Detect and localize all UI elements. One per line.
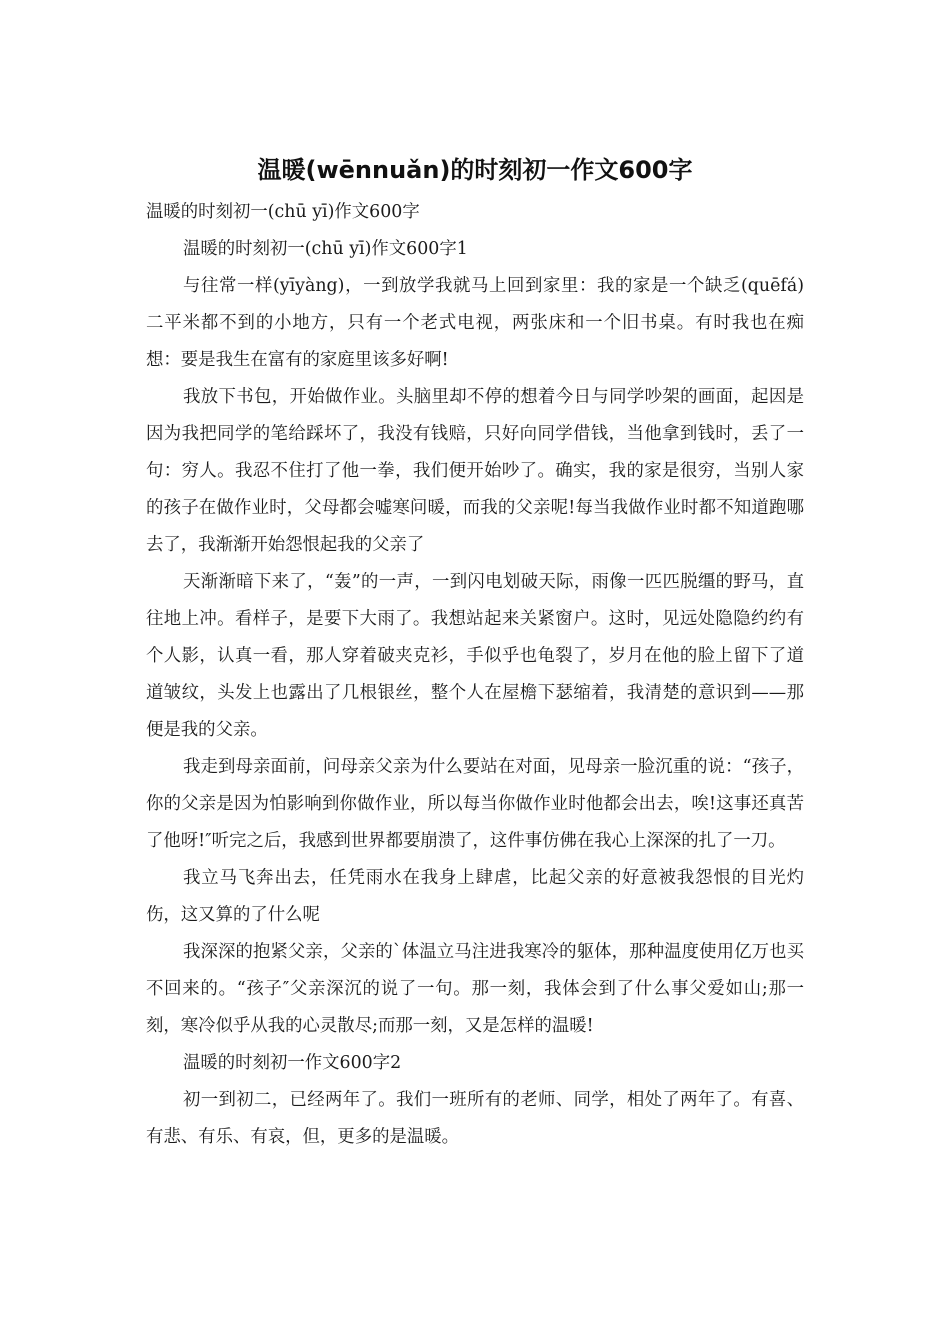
paragraph-section-heading-2: 温暖的时刻初一作文600字2: [183, 1053, 402, 1073]
paragraph: 天渐渐暗下来了，“轰”的一声，一到闪电划破天际，雨像一匹匹脱缰的野马，直往地上冲。看样子，是要下大雨了。我想站起来关紧窗户。这时，见远处隐隐约约有个人影，认真一看，那人穿着破夹克衫，手似乎也龟裂了，岁月在他的脸上留下了道道皱纹，头发上也露出了几根银丝，整个人在屋檐下瑟缩着，我清楚的意识到——那便是我的父亲。: [146, 572, 804, 740]
paragraph: 我深深的抱紧父亲，父亲的`体温立马注进我寒冷的躯体，那种温度使用亿万也买不回来的。“孩子″父亲深沉的说了一句。那一刻，我体会到了什么事父爱如山;那一刻，寒冷似乎从我的心灵散尽;而那一刻，又是怎样的温暖!: [146, 942, 804, 1036]
paragraph: 我放下书包，开始做作业。头脑里却不停的想着今日与同学吵架的画面，起因是因为我把同学的笔给踩坏了，我没有钱赔，只好向同学借钱，当他拿到钱时，丢了一句：穷人。我忍不住打了他一拳，我们便开始吵了。确实，我的家是很穷，当别人家的孩子在做作业时，父母都会嘘寒问暖，而我的父亲呢!每当我做作业时都不知道跑哪去了，我渐渐开始怨恨起我的父亲了: [146, 387, 804, 555]
paragraph: 初一到初二，已经两年了。我们一班所有的老师、同学，相处了两年了。有喜、有悲、有乐、有哀，但，更多的是温暖。: [146, 1090, 804, 1147]
paragraph-subtitle: 温暖的时刻初一(chū yī)作文600字: [146, 202, 420, 222]
paragraph: 我立马飞奔出去，任凭雨水在我身上肆虐，比起父亲的好意被我怨恨的目光灼伤，这又算的了什么呢: [146, 868, 804, 925]
document-body: [146, 194, 804, 1156]
paragraph-section-heading-1: 温暖的时刻初一(chū yī)作文600字1: [183, 239, 468, 259]
paragraph: 与往常一样(yīyàng)，一到放学我就马上回到家里：我的家是一个缺乏(quēfá)二平米都不到的小地方，只有一个老式电视，两张床和一个旧书桌。有时我也在痴想：要是我生在富有的家庭里该多好啊!: [146, 276, 804, 370]
paragraph: 我走到母亲面前，问母亲父亲为什么要站在对面，见母亲一脸沉重的说：“孩子，你的父亲是因为怕影响到你做作业，所以每当你做作业时他都会出去，唉!这事还真苦了他呀!″听完之后，我感到世界都要崩溃了，这件事仿佛在我心上深深的扎了一刀。: [146, 757, 804, 851]
document-title: 温暖(wēnnuǎn)的时刻初一作文600字: [257, 156, 693, 184]
